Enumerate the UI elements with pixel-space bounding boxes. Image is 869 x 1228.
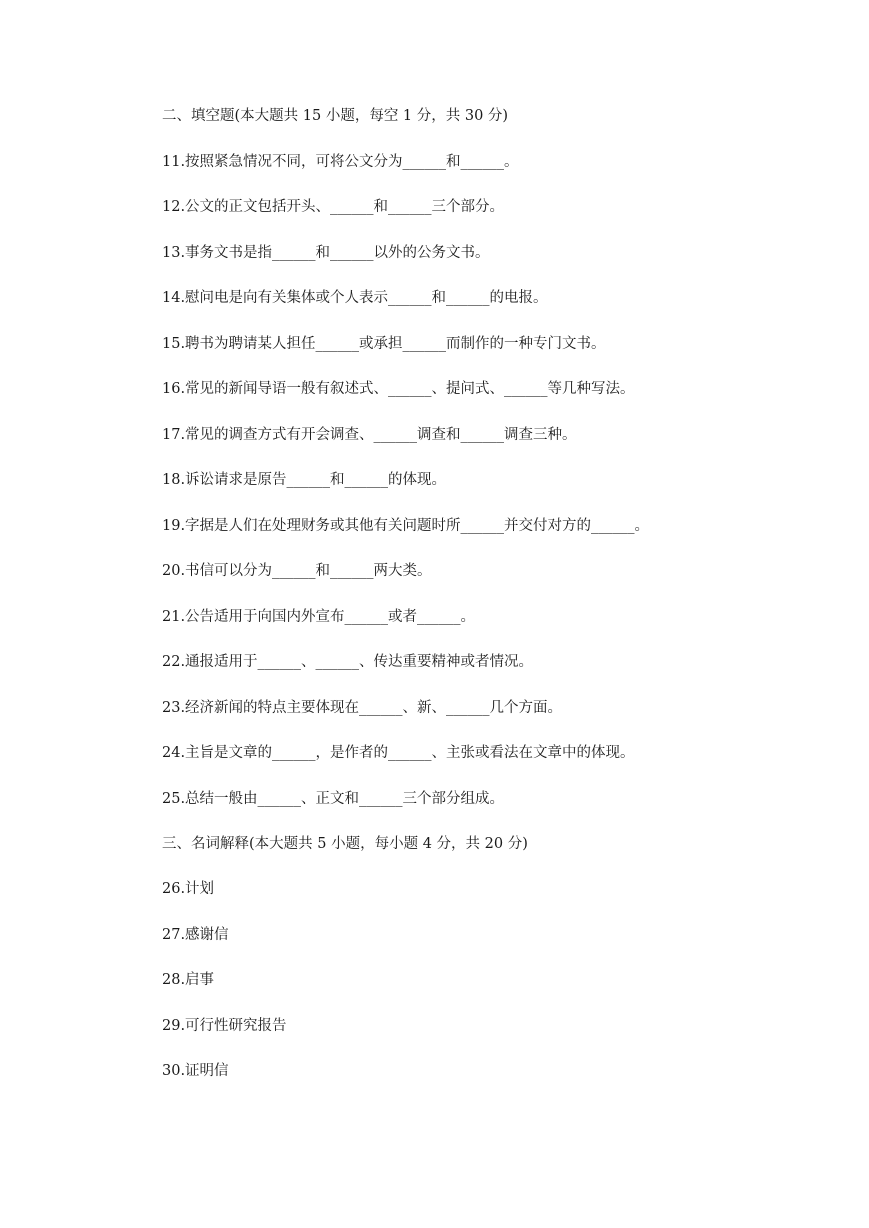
question-12: 12.公文的正文包括开头、______和______三个部分。 bbox=[162, 199, 505, 215]
section2-heading: 二、填空题(本大题共 15 小题，每空 1 分，共 30 分) bbox=[162, 108, 509, 124]
question-26: 26.计划 bbox=[162, 881, 215, 897]
question-28: 28.启事 bbox=[162, 972, 215, 988]
question-20: 20.书信可以分为______和______两大类。 bbox=[162, 563, 432, 579]
question-22: 22.通报适用于______、______、传达重要精神或者情况。 bbox=[162, 654, 534, 670]
question-13: 13.事务文书是指______和______以外的公务文书。 bbox=[162, 245, 490, 261]
question-11: 11.按照紧急情况不同，可将公文分为______和______。 bbox=[162, 154, 519, 170]
question-25: 25.总结一般由______、正文和______三个部分组成。 bbox=[162, 791, 505, 807]
question-23: 23.经济新闻的特点主要体现在______、新、______几个方面。 bbox=[162, 700, 563, 716]
question-19: 19.字据是人们在处理财务或其他有关问题时所______并交付对方的______。 bbox=[162, 518, 650, 534]
question-30: 30.证明信 bbox=[162, 1063, 229, 1079]
question-18: 18.诉讼请求是原告______和______的体现。 bbox=[162, 472, 447, 488]
question-15: 15.聘书为聘请某人担任______或承担______而制作的一种专门文书。 bbox=[162, 336, 606, 352]
section3-heading: 三、名词解释(本大题共 5 小题，每小题 4 分，共 20 分) bbox=[162, 836, 528, 852]
question-21: 21.公告适用于向国内外宣布______或者______。 bbox=[162, 609, 476, 625]
question-27: 27.感谢信 bbox=[162, 927, 229, 943]
question-29: 29.可行性研究报告 bbox=[162, 1018, 287, 1034]
question-24: 24.主旨是文章的______，是作者的______、主张或看法在文章中的体现。 bbox=[162, 745, 635, 761]
question-17: 17.常见的调查方式有开会调查、______调查和______调查三种。 bbox=[162, 427, 577, 443]
question-14: 14.慰问电是向有关集体或个人表示______和______的电报。 bbox=[162, 290, 548, 306]
question-16: 16.常见的新闻导语一般有叙述式、______、提问式、______等几种写法。 bbox=[162, 381, 635, 397]
